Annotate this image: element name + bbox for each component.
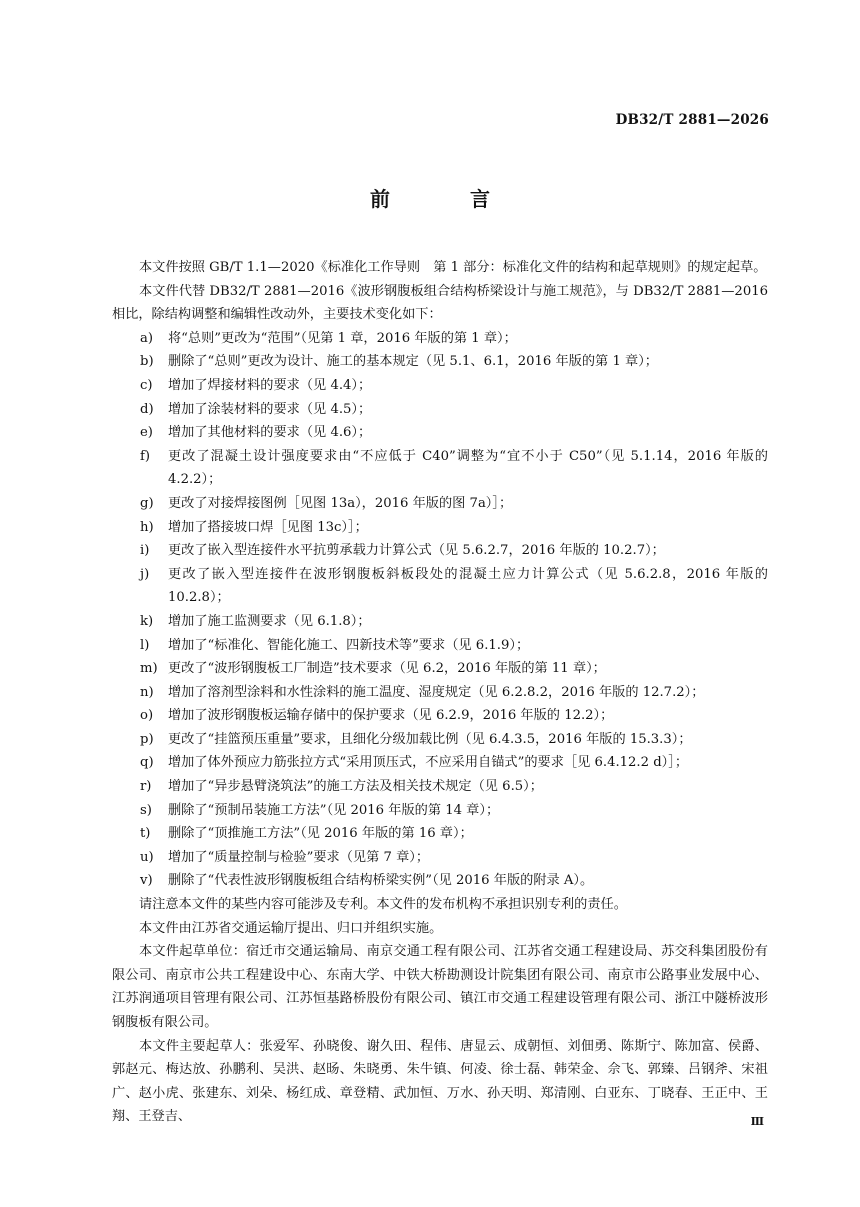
change-item-marker: a) — [140, 330, 154, 346]
change-item — [112, 327, 768, 351]
change-item-text: 增加了体外预应力筋张拉方式“采用顶压式，不应采用自锚式”的要求［见 6.4.12.2 d）］； — [168, 755, 689, 771]
change-item-text: 更改了嵌入型连接件在波形钢腹板斜板段处的混凝土应力计算公式（见 5.6.2.8，2016 年版的 10.2.8）； — [168, 566, 768, 606]
foreword-body — [112, 256, 768, 1129]
change-item-text: 将“总则”更改为“范围”（见第 1 章，2016 年版的第 1 章）； — [168, 330, 517, 346]
change-item-text: 删除了“顶推施工方法”（见 2016 年版的第 16 章）； — [168, 826, 473, 842]
changes-list — [112, 327, 768, 893]
change-item-text: 删除了“预制吊装施工方法”（见 2016 年版的第 14 章）； — [168, 802, 500, 818]
change-item — [112, 822, 768, 846]
change-item-marker: g) — [140, 495, 154, 511]
change-item — [112, 846, 768, 870]
change-item-text: 增加了溶剂型涂料和水性涂料的施工温度、湿度规定（见 6.2.8.2，2016 年版的 12.7.2）； — [168, 684, 705, 700]
change-item-marker: o) — [140, 708, 154, 724]
change-item-marker: p) — [140, 731, 154, 747]
page-number: Ⅲ — [750, 1115, 764, 1128]
change-item-marker: k) — [140, 613, 154, 629]
change-item — [112, 563, 768, 610]
change-item-marker: d) — [140, 401, 154, 417]
change-item-text: 增加了搭接坡口焊［见图 13c）］； — [168, 519, 368, 535]
change-item — [112, 751, 768, 775]
change-item-text: 增加了涂装材料的要求（见 4.5）； — [168, 401, 372, 417]
paragraph-replacement: 本文件代替 DB32/T 2881—2016《波形钢腹板组合结构桥梁设计与施工规范》，与 DB32/T 2881—2016 相比，除结构调整和编辑性改动外，主要技术变化如下： — [112, 283, 768, 323]
change-item-text: 删除了“代表性波形钢腹板组合结构桥梁实例”（见 2016 年版的附录 A）。 — [168, 873, 594, 889]
change-item — [112, 681, 768, 705]
change-item-marker: v) — [140, 873, 153, 889]
change-item — [112, 445, 768, 492]
change-item-marker: q) — [140, 755, 154, 771]
change-item-marker: s) — [140, 802, 152, 818]
change-item — [112, 728, 768, 752]
change-item-text: 更改了混凝土设计强度要求由“不应低于 C40”调整为“宜不小于 C50”（见 5.1.14，2016 年版的 4.2.2）； — [168, 448, 768, 488]
change-item — [112, 634, 768, 658]
change-item-text: 更改了嵌入型连接件水平抗剪承载力计算公式（见 5.6.2.7，2016 年版的 10.2.7）； — [168, 543, 665, 559]
change-item-text: 增加了“异步悬臂浇筑法”的施工方法及相关技术规定（见 6.5）； — [168, 779, 543, 795]
change-item — [112, 516, 768, 540]
change-item — [112, 421, 768, 445]
change-item-text: 增加了其他材料的要求（见 4.6）； — [168, 425, 372, 441]
change-item-marker: b) — [140, 354, 154, 370]
change-item — [112, 869, 768, 893]
change-item-marker: i) — [140, 543, 150, 559]
change-item-marker: c) — [140, 377, 153, 393]
change-item — [112, 539, 768, 563]
change-item — [112, 492, 768, 516]
change-item-text: 更改了“波形钢腹板工厂制造”技术要求（见 6.2，2016 年版的第 11 章）； — [168, 661, 606, 677]
change-item — [112, 398, 768, 422]
change-item-text: 增加了“质量控制与检验”要求（见第 7 章）； — [168, 849, 430, 865]
change-item-text: 增加了焊接材料的要求（见 4.4）； — [168, 377, 372, 393]
change-item — [112, 799, 768, 823]
page-title: 前 言 — [370, 187, 520, 211]
change-item — [112, 775, 768, 799]
change-item — [112, 704, 768, 728]
change-item-marker: l) — [140, 637, 150, 653]
paragraph-basis: 本文件按照 GB/T 1.1—2020《标准化工作导则 第 1 部分：标准化文件的结构和起草规则》的规定起草。 — [139, 260, 767, 275]
change-item-marker: m) — [140, 661, 158, 677]
change-item-marker: j) — [140, 566, 150, 582]
paragraph-drafters: 本文件主要起草人：张爱军、孙晓俊、谢久田、程伟、唐显云、成朝恒、刘佃勇、陈斯宁、陈加富、侯爵、郭赵元、梅达放、孙鹏利、吴洪、赵旸、朱晓勇、朱牛镇、何凌、徐士磊、韩荣金、佘飞、郭臻、吕钢斧、宋祖广、赵小虎、张建东、刘朵、杨红成、章登精、武加恒、万水、孙天明、郑清刚、白亚东、丁晓春、王正中、王翔、王登吉、 — [112, 1038, 768, 1125]
change-item-text: 增加了“标准化、智能化施工、四新技术等”要求（见 6.1.9）； — [168, 637, 530, 653]
change-item-marker: u) — [140, 849, 154, 865]
change-item-marker: f) — [140, 448, 151, 464]
change-item-text: 删除了“总则”更改为设计、施工的基本规定（见 5.1、6.1，2016 年版的第 1 章）； — [168, 354, 658, 370]
change-item — [112, 610, 768, 634]
change-item — [112, 657, 768, 681]
change-item-marker: h) — [140, 519, 154, 535]
paragraph-drafting-units: 本文件起草单位：宿迁市交通运输局、南京交通工程有限公司、江苏省交通工程建设局、苏交科集团股份有限公司、南京市公共工程建设中心、东南大学、中铁大桥勘测设计院集团有限公司、南京市公路事业发展中心、江苏润通项目管理有限公司、江苏恒基路桥股份有限公司、镇江市交通工程建设管理有限公司、浙江中隧桥波形钢腹板有限公司。 — [112, 944, 768, 1030]
change-item-text: 更改了对接焊接图例［见图 13a），2016 年版的图 7a）］； — [168, 495, 513, 511]
change-item-marker: r) — [140, 779, 152, 795]
change-item-marker: t) — [140, 826, 151, 842]
change-item-text: 增加了施工监测要求（见 6.1.8）； — [168, 613, 371, 629]
change-item — [112, 350, 768, 374]
paragraph-proposer: 本文件由江苏省交通运输厅提出、归口并组织实施。 — [139, 920, 443, 936]
change-item-text: 更改了“挂篮预压重量”要求，且细化分级加载比例（见 6.4.3.5，2016 年版的 15.3.3）； — [168, 731, 692, 747]
standard-code: DB32/T 2881—2026 — [615, 112, 769, 128]
change-item-marker: n) — [140, 684, 154, 700]
change-item — [112, 374, 768, 398]
change-item-text: 增加了波形钢腹板运输存储中的保护要求（见 6.2.9，2016 年版的 12.2）； — [168, 708, 614, 724]
paragraph-patent-notice: 请注意本文件的某些内容可能涉及专利。本文件的发布机构不承担识别专利的责任。 — [139, 897, 627, 913]
change-item-marker: e) — [140, 425, 153, 441]
